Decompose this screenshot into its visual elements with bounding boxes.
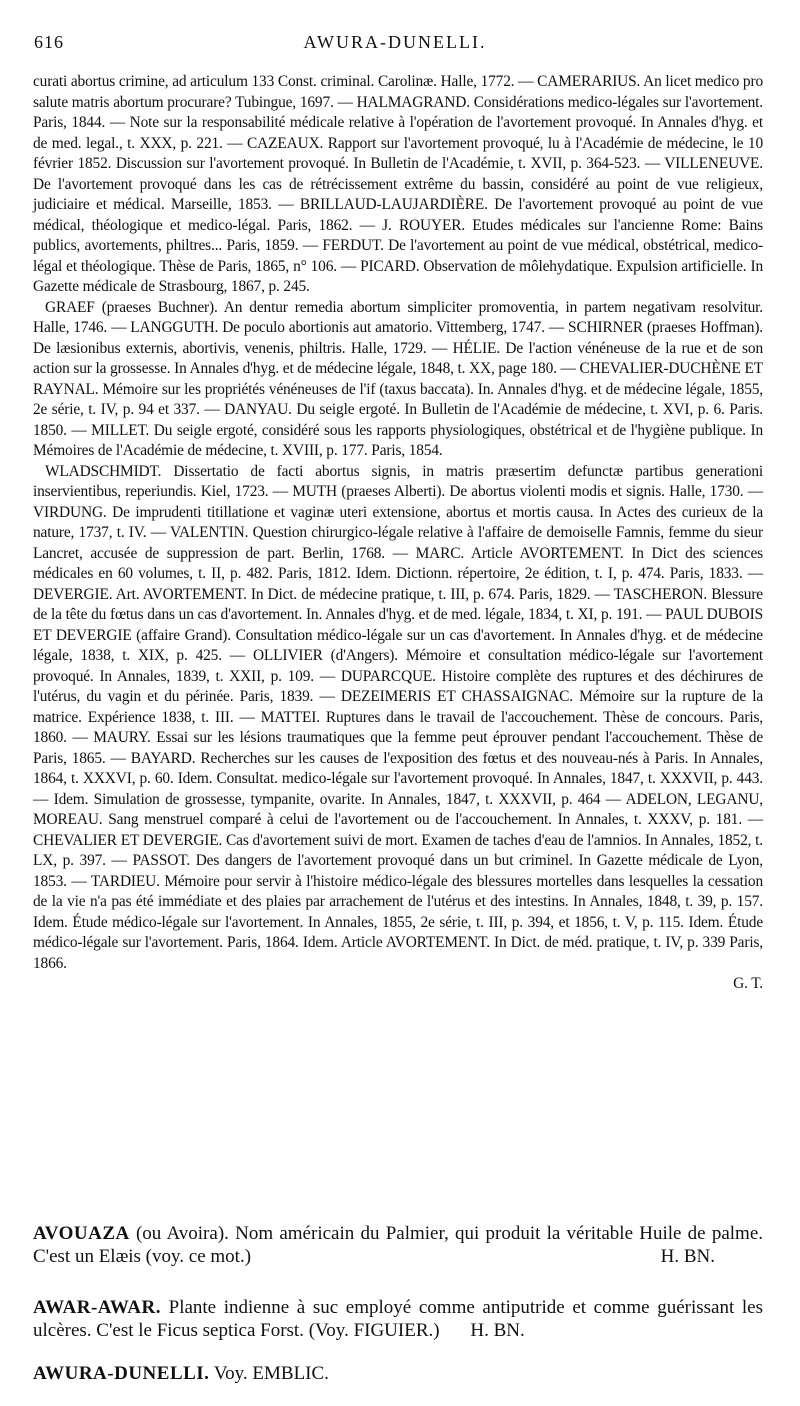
page-header bbox=[28, 32, 762, 60]
entry-text: Voy. EMBLIC. bbox=[213, 1363, 329, 1384]
dictionary-entry bbox=[33, 1222, 763, 1268]
bibliography-block bbox=[33, 72, 763, 995]
author-signature: G. T. bbox=[733, 975, 763, 992]
entry-author: H. BN. bbox=[470, 1320, 525, 1341]
page-number: 616 bbox=[34, 32, 64, 52]
bibliography-paragraph: WLADSCHMIDT. Dissertatio de facti abortus signis, in matris præsertim defunctæ partibus generationi inservientibus, reperiundis. Kiel, 1723. — MUTH (praeses Alberti). De abortus violenti modis et signis. Halle, 1730. — VIRDUNG. De imprudenti titillatione et vaginæ uteri extensione, abortus et mortis causa. In Actes des curieux de la nature, 1737, t. IV. — VALENTIN. Question chirurgico-légale relative à l'affaire de demoiselle Famnis, femme du sieur Lancret, accusée de suppression de part. Berlin, 1768. — MARC. Article AVORTEMENT. In Dict des sciences médicales en 60 volumes, t. II, p. 482. Paris, 1812. Idem. Dictionn. répertoire, 2e édition, t. I, p. 474. Paris, 1833. — DEVERGIE. Art. AVORTEMENT. In Dict. de médecine pratique, t. III, p. 674. Paris, 1829. — TASCHERON. Blessure de la tête du fœtus dans un cas d'avortement. In. Annales d'hyg. et de med. légale, 1834, t. XI, p. 191. — PAUL DUBOIS ET DEVERGIE (affaire Grand). Consultation médico-légale sur un cas d'avortement. In Annales d'hyg. et de médecine légale, 1838, t. XIX, p. 425. — OLLIVIER (d'Angers). Mémoire et consultation médico-légale sur l'avortement provoqué. In Annales, 1839, t. XXII, p. 109. — DUPARCQUE. Histoire complète des ruptures et des déchirures de l'utérus, du vagin et du périnée. Paris, 1839. — DEZEIMERIS ET CHASSAIGNAC. Mémoire sur la rupture de la matrice. Expérience 1838, t. III. — MATTEI. Ruptures dans le travail de l'accouchement. Thèse de concours. Paris, 1860. — MAURY. Essai sur les lésions traumatiques que la femme peut éprouver pendant l'accouchement. Thèse de Paris, 1865. — BAYARD. Recherches sur les causes de l'exposition des fœtus et des nouveau-nés à Paris. In Annales, 1864, t. XXXVI, p. 60. Idem. Consultat. medico-légale sur l'avortement provoqué. In Annales, 1847, t. XXXVII, p. 443. — Idem. Simulation de grossesse, tympanite, ovarite. In Annales, 1847, t. XXXVII, p. 464 — ADELON, LEGANU, MOREAU. Sang menstruel comparé à celui de l'avortement ou de l'accouchement. In Annales, t. XXXV, p. 181. — CHEVALIER ET DEVERGIE. Cas d'avortement suivi de mort. Examen de taches d'eau de l'amnios. In Annales, 1852, t. LX, p. 397. — PASSOT. Des dangers de l'avortement provoqué dans un but criminel. In Gazette médicale de Lyon, 1853. — TARDIEU. Mémoire pour servir à l'histoire médico-légale des blessures mortelles dans lesquelles la cessation de la vie n'a pas été immédiate et des plaies par arrachement de l'utérus et des intestins. In Annales, 1848, t. 39, p. 157. Idem. Étude médico-légale sur l'avortement. In Annales, 1855, 2e série, t. III, p. 394, et 1856, t. V, p. 115. Idem. Étude médico-légale sur l'avortement. Paris, 1864. Idem. Article AVORTEMENT. In Dict. de méd. pratique, t. IV, p. 339 Paris, 1866. bbox=[33, 462, 763, 972]
entry-text: Plante indienne à suc employé comme antiputride et comme guérissant les ulcères. C'est le Ficus septica Forst. (Voy. FIGUIER.) bbox=[33, 1297, 764, 1341]
entry-text: (ou Avoira). Nom américain du Palmier, qui produit la véritable Huile de palme. C'est un Elæis (voy. ce mot.) bbox=[33, 1223, 763, 1267]
bibliography-paragraph: GRAEF (praeses Buchner). An dentur remedia abortum simpliciter promoventia, in partem negativam resolvitur. Halle, 1746. — LANGGUTH. De poculo abortionis aut amatorio. Vittemberg, 1747. — SCHIRNER (praeses Hoffman). De læsionibus externis, abortivis, venenis, philtris. Halle, 1729. — HÉLIE. De l'action vénéneuse de la rue et de son action sur la grossesse. In Annales d'hyg. et de médecine légale, 1848, t. XX, page 180. — CHEVALIER-DUCHÈNE ET RAYNAL. Mémoire sur les propriétés vénéneuses de l'if (taxus baccata). In. Annales d'hyg. et de médecine légale, 1855, 2e série, t. IV, p. 94 et 337. — DANYAU. Du seigle ergoté. In Bulletin de l'Académie de médecine, t. XVI, p. 6. Paris. 1850. — MILLET. Du seigle ergoté, considéré sous les rapports physiologiques, obstétrical et de l'hygiène publique. In Mémoires de l'Académie de médecine, t. XVIII, p. 177. Paris, 1854. bbox=[33, 298, 763, 459]
entry-headword: AVOUAZA bbox=[33, 1223, 130, 1244]
running-title: AWURA-DUNELLI. bbox=[303, 32, 487, 52]
dictionary-entry bbox=[33, 1296, 763, 1342]
bibliography-paragraph: curati abortus crimine, ad articulum 133 Const. criminal. Carolinæ. Halle, 1772. — CAMERARIUS. An licet medico pro salute matris abortum procurare? Tubingue, 1697. — HALMAGRAND. Considérations medico-légales sur l'avortement. Paris, 1844. — Note sur la responsabilité médicale relative à l'opération de l'avortement provoqué. In Annales d'hyg. et de med. legal., t. XXX, p. 221. — CAZEAUX. Rapport sur l'avortement provoqué, lu à l'Académie de médecine, le 10 février 1852. Discussion sur l'avortement provoqué. In Bulletin de l'Académie, t. XVII, p. 364-523. — VILLENEUVE. De l'avortement provoqué dans les cas de rétrécissement extrême du bassin, considéré au point de vue religieux, judiciaire et médical. Marseille, 1853. — BRILLAUD-LAUJARDIÈRE. De l'avortement provoqué au point de vue médical, théologique et medico-légal. Paris, 1862. — J. ROUYER. Etudes médicales sur l'ancienne Rome: Bains publics, avortements, philtres... Paris, 1859. — FERDUT. De l'avortement au point de vue médical, obstétrical, medico-légal et théologique. Thèse de Paris, 1865, n° 106. — PICARD. Observation de môlehydatique. Expulsion artificielle. In Gazette médicale de Strasbourg, 1867, p. 245. bbox=[33, 73, 763, 295]
entry-headword: AWURA-DUNELLI. bbox=[33, 1363, 210, 1384]
entry-author: H. BN. bbox=[660, 1246, 715, 1267]
dictionary-entry bbox=[33, 1362, 763, 1385]
entry-headword: AWAR-AWAR. bbox=[33, 1297, 161, 1318]
